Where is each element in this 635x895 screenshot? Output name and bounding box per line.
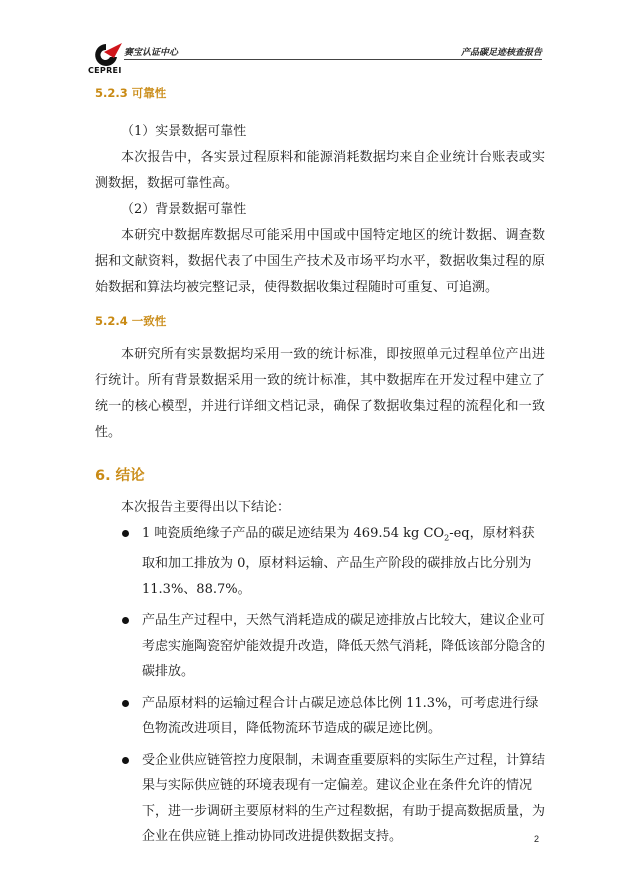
header-rule	[124, 59, 542, 60]
org-name: 赛宝认证中心	[124, 48, 179, 58]
bullet-icon	[122, 530, 129, 537]
conclusion-intro: 本次报告主要得出以下结论：	[121, 500, 291, 515]
section-5-2-3-heading: 5.2.3 可靠性	[95, 86, 167, 100]
paragraph-actual-data: 本次报告中，各实景过程原料和能源消耗数据均来自企业统计台账表或实测数据，数据可靠性高。	[95, 150, 545, 191]
conclusion-item	[95, 608, 545, 685]
page-content	[95, 80, 545, 850]
section-5-2-4-heading: 5.2.4 一致性	[95, 314, 167, 328]
section-6-heading: 6. 结论	[95, 468, 145, 484]
bullet-icon	[122, 757, 129, 764]
conclusion-item	[95, 521, 545, 602]
conclusion-item	[95, 691, 545, 742]
conclusion-item	[95, 748, 545, 850]
page-number: 2	[534, 834, 540, 844]
conclusion-4-text: 受企业供应链管控力度限制，未调查重要原料的实际生产过程，计算结果与实际供应链的环境表现有一定偏差。建议企业在条件允许的情况下，进一步调研主要原材料的生产过程数据，有助于提高数据质量，为企业在供应链上推动协同改进提供数据支持。	[142, 752, 546, 845]
subheading-background-data: （2）背景数据可靠性	[121, 202, 247, 217]
bullet-icon	[122, 617, 129, 624]
conclusion-list	[95, 521, 545, 850]
conclusion-3-text: 产品原材料的运输过程合计占碳足迹总体比例 11.3%，可考虑进行绿色物流改进项目，降低物流环节造成的碳足迹比例。	[142, 695, 539, 737]
paragraph-consistency: 本研究所有实景数据均采用一致的统计标准，即按照单元过程单位产出进行统计。所有背景数据采用一致的统计标准，其中数据库在开发过程中建立了统一的核心模型，并进行详细文档记录，确保了数据收集过程的流程化和一致性。	[95, 347, 545, 440]
conclusion-1-subscript: 2	[444, 533, 450, 543]
conclusion-1-pre: 1 吨瓷质绝缘子产品的碳足迹结果为 469.54 kg CO	[142, 526, 445, 541]
paragraph-background-data: 本研究中数据库数据尽可能采用中国或中国特定地区的统计数据、调查数据和文献资料，数据代表了中国生产技术及市场平均水平，数据收集过程的原始数据和算法均被完整记录，使得数据收集过程随时可重复、可追溯。	[95, 228, 545, 295]
logo-text: CEPREI	[88, 66, 122, 75]
conclusion-1-post: -eq，原材料获取和加工排放为 0，原材料运输、产品生产阶段的碳排放占比分别为 11.3%、88.7%。	[142, 526, 535, 597]
conclusion-2-text: 产品生产过程中，天然气消耗造成的碳足迹排放占比较大，建议企业可考虑实施陶瓷窑炉能效提升改造，降低天然气消耗，降低该部分隐含的碳排放。	[142, 613, 546, 680]
subheading-actual-data: （1）实景数据可靠性	[121, 124, 247, 139]
bullet-icon	[122, 700, 129, 707]
document-title: 产品碳足迹核查报告	[460, 48, 542, 58]
